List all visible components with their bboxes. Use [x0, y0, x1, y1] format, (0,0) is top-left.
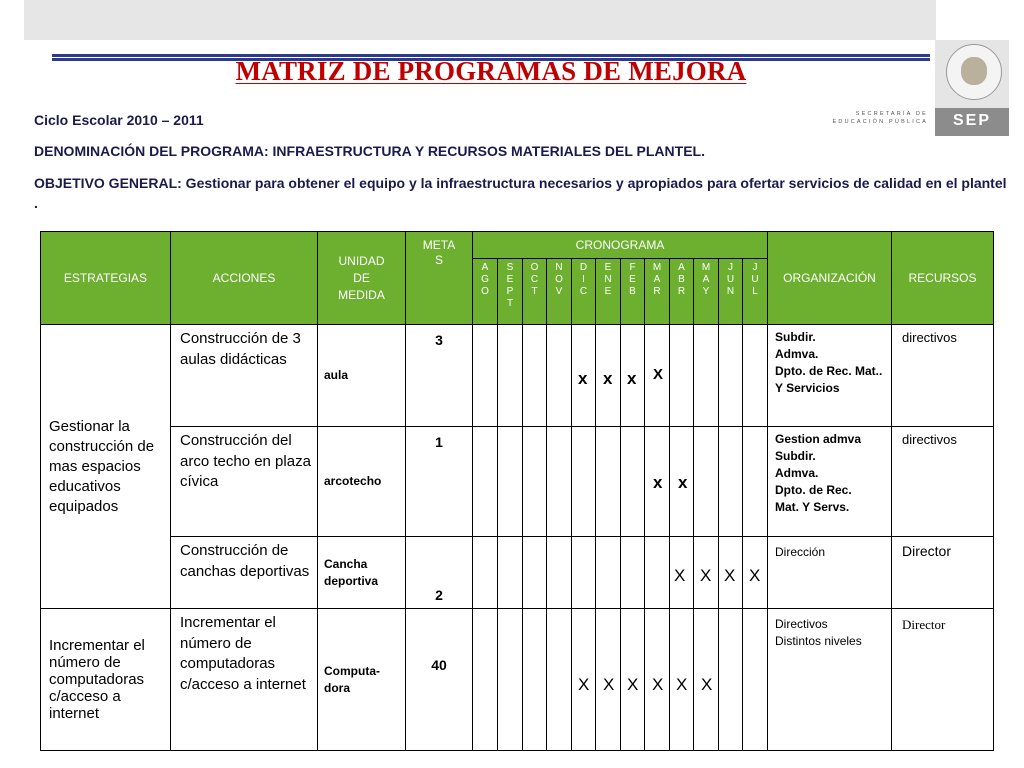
- unit-cell: aula: [318, 325, 406, 427]
- month-letter: N: [604, 274, 612, 285]
- resources-cell: directivos: [892, 325, 994, 427]
- month-letter: I: [582, 274, 585, 285]
- strategy-cell: Incrementar el número de computadoras c/acceso a internet: [41, 609, 171, 751]
- header-organizacion: ORGANIZACIÓN: [768, 232, 892, 325]
- month-letter: U: [751, 274, 759, 285]
- general-objective: OBJETIVO GENERAL: Gestionar para obtener el equipo y la infraestructura necesarios y apropiados para ofertar servicios de calidad en el plantel .: [34, 175, 1007, 211]
- month-letter: M: [701, 262, 711, 273]
- month-abr: [670, 259, 694, 325]
- month-letter: O: [481, 286, 489, 297]
- month-ago: [473, 259, 498, 325]
- unit-cell: Cancha deportiva: [318, 537, 406, 609]
- month-letter: R: [653, 286, 661, 297]
- month-letter: A: [678, 262, 685, 273]
- schedule-mark: X: [652, 675, 664, 694]
- month-letter: T: [531, 286, 538, 297]
- strategy-cell: Gestionar la construcción de mas espacios educativos equipados: [41, 325, 171, 609]
- sep-badge: SEP: [935, 108, 1009, 136]
- header-metas: METAS: [406, 232, 473, 325]
- schedule-mark: X: [653, 366, 664, 383]
- month-letter: L: [752, 286, 758, 297]
- schedule-mark: X: [724, 566, 736, 585]
- organization-cell: Directivos Distintos niveles: [768, 609, 892, 751]
- schedule-mark: x: [653, 473, 663, 492]
- goal-cell: 3: [406, 325, 473, 427]
- improvement-matrix: [40, 231, 994, 751]
- month-letter: U: [726, 274, 735, 285]
- table-row: [41, 609, 994, 751]
- program-name: DENOMINACIÓN DEL PROGRAMA: INFRAESTRUCTURA Y RECURSOS MATERIALES DEL PLANTEL.: [34, 143, 705, 159]
- month-oct: [523, 259, 547, 325]
- schedule-mark: x: [603, 369, 613, 388]
- month-letter: V: [555, 286, 563, 297]
- organization-cell: Gestion admva Subdir. Admva. Dpto. de Rec. Mat. Y Servs.: [768, 427, 892, 537]
- unit-cell: arcotecho: [318, 427, 406, 537]
- month-nov: [547, 259, 572, 325]
- goal-cell: 2: [406, 537, 473, 609]
- month-letter: P: [506, 286, 514, 297]
- header-cronograma: CRONOGRAMA: [473, 232, 768, 259]
- schedule-mark: X: [603, 675, 615, 694]
- school-cycle: Ciclo Escolar 2010 – 2011: [34, 112, 204, 128]
- month-letter: N: [726, 286, 735, 297]
- goal-cell: 40: [406, 609, 473, 751]
- schedule-mark: x: [678, 473, 688, 492]
- schedule-mark: x: [627, 369, 637, 388]
- schedule-mark: X: [578, 675, 590, 694]
- month-letter: A: [702, 274, 710, 285]
- month-sept: [498, 259, 523, 325]
- month-letter: E: [604, 286, 612, 297]
- header-recursos: RECURSOS: [892, 232, 994, 325]
- month-letter: O: [555, 274, 563, 285]
- schedule-mark: X: [676, 675, 688, 694]
- resources-cell: Director: [892, 537, 994, 609]
- month-letter: J: [728, 262, 733, 273]
- month-letter: E: [506, 274, 514, 285]
- month-letter: C: [530, 274, 539, 285]
- header-estrategias: ESTRATEGIAS: [41, 232, 171, 325]
- month-letter: D: [579, 262, 588, 273]
- schedule-mark: X: [700, 566, 712, 585]
- month-letter: C: [579, 286, 588, 297]
- month-letter: R: [677, 286, 686, 297]
- month-ene: [596, 259, 621, 325]
- month-letter: G: [481, 274, 489, 285]
- month-dic: [572, 259, 596, 325]
- month-letter: A: [653, 274, 661, 285]
- schedule-mark: X: [627, 675, 639, 694]
- table-row: [41, 427, 994, 537]
- month-letter: J: [752, 262, 758, 273]
- month-letter: T: [506, 298, 514, 309]
- table-row: [41, 325, 994, 427]
- resources-cell: directivos: [892, 427, 994, 537]
- month-letter: B: [629, 286, 636, 297]
- resources-cell: Director: [892, 609, 994, 751]
- month-mar: [645, 259, 670, 325]
- month-jul: [743, 259, 768, 325]
- month-letter: B: [678, 274, 685, 285]
- month-letter: Y: [702, 286, 710, 297]
- action-cell: Incrementar el número de computadoras c/acceso a internet: [171, 609, 318, 751]
- month-letter: N: [555, 262, 563, 273]
- schedule-mark: x: [578, 369, 588, 388]
- top-banner: [24, 0, 936, 40]
- schedule-mark: X: [701, 675, 713, 694]
- header-unidad: UNIDAD DE MEDIDA: [318, 232, 406, 325]
- month-may: [694, 259, 719, 325]
- action-cell: Construcción del arco techo en plaza cívica: [171, 427, 318, 537]
- agency-name: SECRETARÍA DE EDUCACIÓN PÚBLICA: [832, 111, 928, 125]
- month-letter: E: [604, 262, 612, 273]
- action-cell: Construcción de canchas deportivas: [171, 537, 318, 609]
- month-letter: S: [506, 262, 514, 273]
- goal-cell: 1: [406, 427, 473, 537]
- organization-cell: Dirección: [768, 537, 892, 609]
- month-jun: [719, 259, 743, 325]
- month-letter: O: [530, 262, 539, 273]
- schedule-mark: X: [674, 566, 686, 585]
- national-seal-icon: [946, 44, 1002, 100]
- month-letter: F: [629, 262, 636, 273]
- header-acciones: ACCIONES: [171, 232, 318, 325]
- month-letter: M: [652, 262, 662, 273]
- schedule-mark: X: [749, 566, 761, 585]
- action-cell: Construcción de 3 aulas didácticas: [171, 325, 318, 427]
- unit-cell: Computa-dora: [318, 609, 406, 751]
- page-title: MATRIZ DE PROGRAMAS DE MEJORA: [235, 56, 747, 86]
- table-row: [41, 537, 994, 609]
- organization-cell: Subdir. Admva. Dpto. de Rec. Mat.. Y Servicios: [768, 325, 892, 427]
- month-feb: [621, 259, 645, 325]
- month-letter: A: [481, 262, 489, 273]
- month-letter: E: [629, 274, 636, 285]
